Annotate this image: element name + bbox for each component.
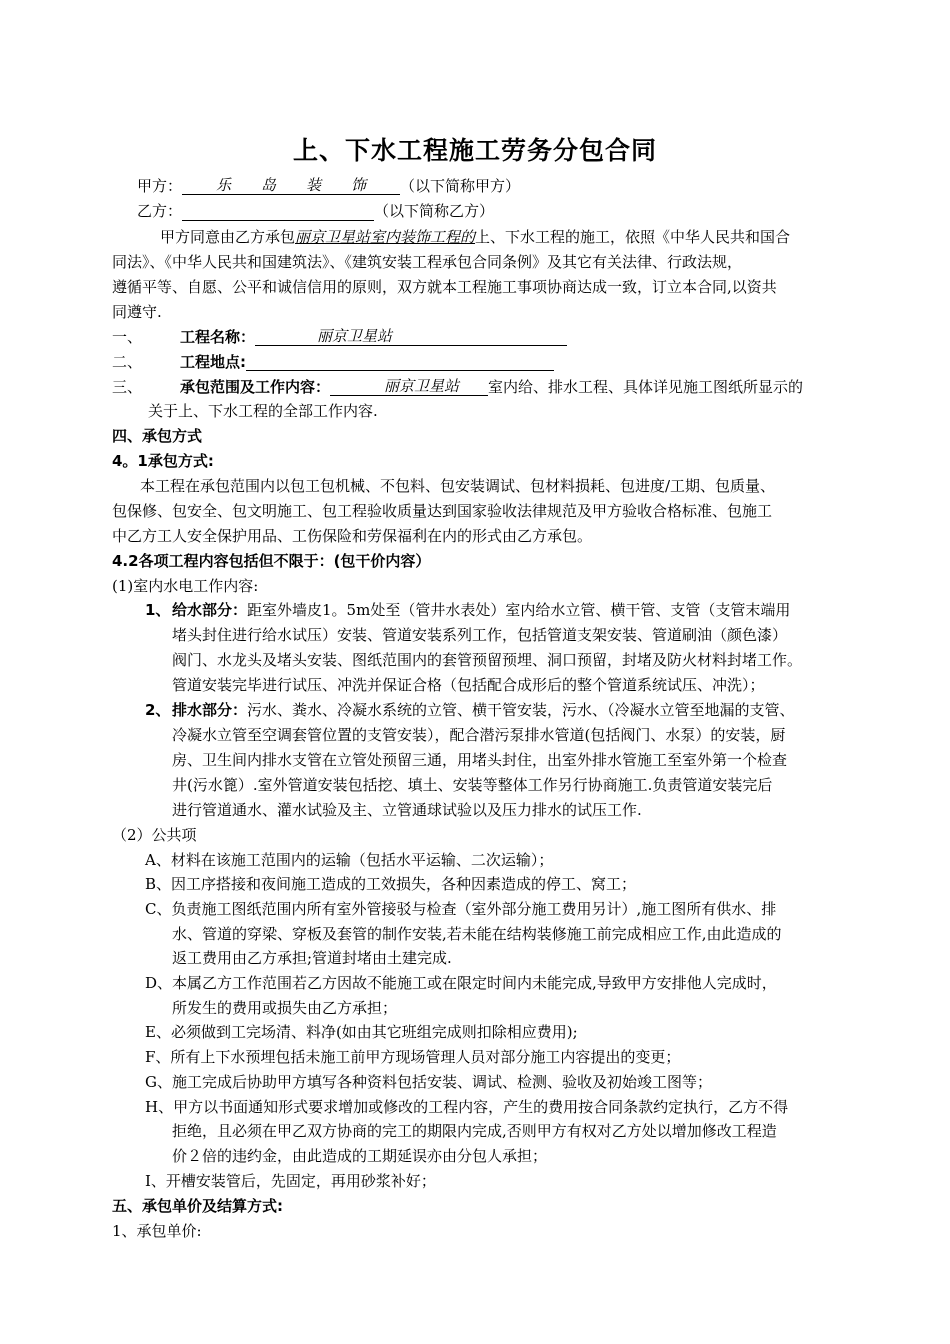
public-item-d-1: D、本属乙方工作范围若乙方因故不能施工或在限定时间内未能完成,导致甲方安排他人完成时， (145, 974, 777, 992)
item-3-num: 三、 (112, 378, 143, 396)
item-3-text: 室内给、排水工程、具体详见施工图纸所显示的 (488, 378, 804, 396)
party-a-name-field (182, 175, 400, 195)
section-4-1-text-2: 包保修、包安全、包文明施工、包工程验收质量达到国家验收法律规范及甲方验收合格标准、包施工 (112, 502, 773, 520)
item-1-line (180, 327, 567, 347)
intro-line-2: 同法》、《中华人民共和国建筑法》、《建筑安装工程承包合同条例》及其它有关法律、行政法规， (112, 253, 743, 271)
item-2-label: 工程地点: (180, 353, 246, 371)
item-1-num: 一、 (112, 328, 143, 346)
item-1-value: 丽京卫星站 (317, 327, 393, 345)
item-3-line (180, 377, 803, 397)
public-item-f: F、所有上下水预埋包括未施工前甲方现场管理人员对部分施工内容提出的变更； (145, 1048, 681, 1066)
intro-line-3: 遵循平等、自愿、公平和诚信信用的原则，双方就本工程施工事项协商达成一致，订立本合同,以资共 (112, 278, 777, 296)
section-4-1-text-1: 本工程在承包范围内以包工包机械、不包料、包安装调试、包材料损耗、包进度/工期、包质量、 (140, 477, 776, 495)
party-a-suffix: （以下简称甲方） (400, 177, 521, 195)
item-3-label: 承包范围及工作内容： (180, 378, 331, 396)
water-supply-line-3: 阀门、水龙头及堵头安装、图纸范围内的套管预留预埋、洞口预留，封堵及防火材料封堵工作。 (172, 651, 803, 669)
item-2-line (180, 352, 554, 372)
item-2-num: 二、 (112, 353, 143, 371)
section-4-2-heading: 4.2各项工程内容包括但不限于：(包干价内容） (112, 552, 431, 570)
drainage-label: 排水部分： (172, 701, 248, 719)
document-title: 上、下水工程施工劳务分包合同 (292, 136, 657, 165)
drainage-line-1: 排水部分：污水、粪水、冷凝水系统的立管、横干管安装，污水、（冷凝水立管至地漏的支管、 (172, 701, 795, 719)
item-3-continuation: 关于上、下水工程的全部工作内容. (148, 402, 378, 420)
public-item-h-2: 拒绝，且必须在甲乙双方协商的完工的期限内完成,否则甲方有权对乙方处以增加修改工程造 (172, 1122, 777, 1140)
public-item-d-2: 所发生的费用或损失由乙方承担； (172, 999, 398, 1017)
party-a-line (137, 176, 520, 196)
subsection-1-heading: (1)室内水电工作内容: (112, 577, 259, 595)
public-item-h-1: H、甲方以书面通知形式要求增加或修改的工程内容，产生的费用按合同条款约定执行，乙方不得 (145, 1098, 789, 1116)
public-item-c-2: 水、管道的穿梁、穿板及套管的制作安装,若未能在结构装修施工前完成相应工作,由此造成的 (172, 925, 782, 943)
public-item-g: G、施工完成后协助甲方填写各种资料包括安装、调试、检测、验收及初始竣工图等； (145, 1073, 712, 1091)
water-supply-line-1: 给水部分：距室外墙皮1。5m处至（管井水表处）室内给水立管、横干管、支管（支管末端用 (172, 601, 791, 619)
party-a-label: 甲方： (137, 177, 183, 195)
water-supply-line-2: 堵头封住进行给水试压）安装、管道安装系列工作，包括管道支架安装、管道刷油（颜色漆） (172, 626, 788, 644)
project-name-inline: 丽京卫星站室内装饰工程的 (295, 228, 476, 246)
drainage-line-5: 进行管道通水、灌水试验及主、立管通球试验以及压力排水的试压工作. (172, 801, 642, 819)
item-1-label: 工程名称： (180, 328, 256, 346)
water-supply-num: 1、 (145, 601, 171, 619)
drainage-line-2: 冷凝水立管至空调套管位置的支管安装），配合潜污泵排水管道(包括阀门、水泵）的安装，厨 (172, 726, 786, 744)
intro-line-1: 甲方同意由乙方承包丽京卫星站室内装饰工程的上、下水工程的施工，依照《中华人民共和国合 (160, 228, 791, 246)
public-item-e: E、必须做到工完场清、料净(如由其它班组完成则扣除相应费用); (145, 1023, 578, 1041)
section-4-heading: 四、承包方式 (112, 427, 203, 445)
section-4-1-text-3: 中乙方工人安全保护用品、工伤保险和劳保福利在内的形式由乙方承包。 (112, 527, 593, 545)
intro-line-4: 同遵守. (112, 303, 162, 321)
party-b-suffix: （以下简称乙方） (374, 202, 495, 220)
drainage-num: 2、 (145, 701, 171, 719)
party-b-name-field (182, 201, 374, 221)
public-item-i: I、开槽安装管后，先固定，再用砂浆补好； (145, 1172, 436, 1190)
party-a-name: 乐 岛 装 饰 (216, 176, 367, 194)
item-1-field (255, 326, 567, 346)
public-item-c-1: C、负责施工图纸范围内所有室外管接驳与检查（室外部分施工费用另计）,施工图所有供水、排 (145, 900, 777, 918)
party-b-line (137, 201, 494, 221)
item-3-field (330, 376, 488, 396)
public-item-a: A、材料在该施工范围内的运输（包括水平运输、二次运输）； (145, 851, 554, 869)
section-4-1-heading: 4。1承包方式: (112, 452, 214, 470)
water-supply-label: 给水部分： (172, 601, 248, 619)
item-3-value: 丽京卫星站 (384, 377, 460, 395)
public-item-h-3: 价２倍的违约金，由此造成的工期延误亦由分包人承担； (172, 1147, 548, 1165)
section-5-1: 1、承包单价: (112, 1222, 202, 1240)
subsection-2-heading: （2）公共项 (112, 826, 197, 844)
item-2-field (246, 351, 554, 371)
public-item-b: B、因工序搭接和夜间施工造成的工效损失，各种因素造成的停工、窝工； (145, 875, 637, 893)
drainage-line-3: 房、卫生间内排水支管在立管处预留三通，用堵头封住，出室外排水管施工至室外第一个检查 (172, 751, 788, 769)
water-supply-line-4: 管道安装完毕进行试压、冲洗并保证合格（包括配合成形后的整个管道系统试压、冲洗）； (172, 676, 765, 694)
drainage-line-4: 井(污水篦）.室外管道安装包括挖、填土、安装等整体工作另行协商施工.负责管道安装完后 (172, 776, 773, 794)
public-item-c-3: 返工费用由乙方承担;管道封堵由土建完成. (172, 949, 452, 967)
section-5-heading: 五、承包单价及结算方式: (112, 1197, 283, 1215)
party-b-label: 乙方： (137, 202, 183, 220)
